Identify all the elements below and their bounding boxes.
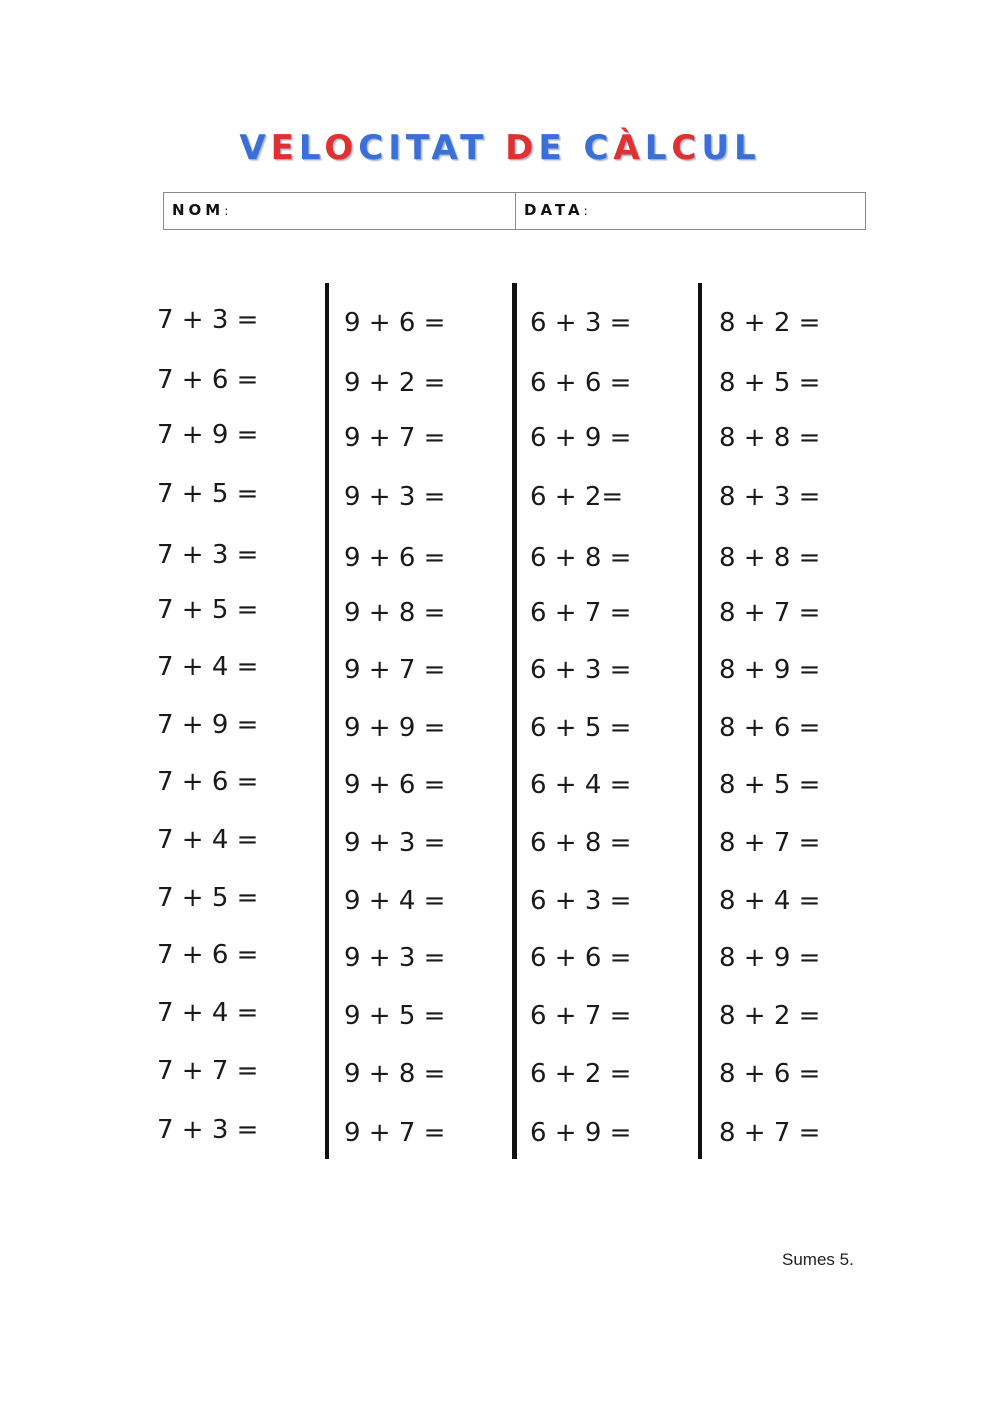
exercise-item: 7 + 9 = bbox=[157, 420, 259, 450]
exercise-item: 8 + 6 = bbox=[719, 1059, 821, 1089]
exercise-item: 6 + 6 = bbox=[530, 943, 632, 973]
name-field[interactable] bbox=[164, 193, 516, 229]
exercise-item: 6 + 7 = bbox=[530, 598, 632, 628]
exercise-item: 8 + 6 = bbox=[719, 713, 821, 743]
exercise-item: 8 + 8 = bbox=[719, 423, 821, 453]
title-letter: L bbox=[733, 128, 761, 168]
exercise-item: 7 + 9 = bbox=[157, 710, 259, 740]
title-letter: D bbox=[505, 128, 539, 168]
exercise-item: 6 + 5 = bbox=[530, 713, 632, 743]
name-label: NOM bbox=[172, 201, 225, 219]
exercise-item: 7 + 7 = bbox=[157, 1056, 259, 1086]
exercise-item: 6 + 6 = bbox=[530, 368, 632, 398]
title-letter: T bbox=[405, 128, 432, 168]
exercise-item: 6 + 3 = bbox=[530, 886, 632, 916]
exercise-item: 8 + 7 = bbox=[719, 828, 821, 858]
exercise-item: 7 + 6 = bbox=[157, 365, 259, 395]
exercise-item: 9 + 3 = bbox=[344, 943, 446, 973]
exercise-item: 9 + 6 = bbox=[344, 308, 446, 338]
exercise-item: 7 + 3 = bbox=[157, 540, 259, 570]
exercise-item: 7 + 5 = bbox=[157, 479, 259, 509]
exercise-item: 6 + 4 = bbox=[530, 770, 632, 800]
title-letter: O bbox=[324, 128, 359, 168]
exercise-item: 6 + 2 = bbox=[530, 1059, 632, 1089]
exercise-item: 8 + 7 = bbox=[719, 598, 821, 628]
exercise-item: 9 + 8 = bbox=[344, 598, 446, 628]
exercise-item: 7 + 4 = bbox=[157, 825, 259, 855]
exercise-item: 9 + 7 = bbox=[344, 423, 446, 453]
exercise-item: 8 + 3 = bbox=[719, 482, 821, 512]
title-letter: L bbox=[298, 128, 325, 168]
title-letter bbox=[488, 128, 505, 168]
exercise-item: 9 + 4 = bbox=[344, 886, 446, 916]
title-letter bbox=[567, 128, 584, 168]
page-title bbox=[0, 128, 1000, 168]
exercise-item: 6 + 3 = bbox=[530, 655, 632, 685]
exercise-item: 8 + 5 = bbox=[719, 368, 821, 398]
title-letter: T bbox=[460, 128, 489, 168]
exercise-item: 6 + 9 = bbox=[530, 1118, 632, 1148]
exercise-item: 6 + 3 = bbox=[530, 308, 632, 338]
exercise-item: 8 + 7 = bbox=[719, 1118, 821, 1148]
name-colon: : bbox=[224, 204, 233, 218]
column-divider-3 bbox=[698, 283, 702, 1159]
exercise-item: 6 + 8 = bbox=[530, 828, 632, 858]
exercise-item: 8 + 8 = bbox=[719, 543, 821, 573]
date-label: DATA bbox=[524, 201, 584, 219]
exercise-item: 9 + 6 = bbox=[344, 543, 446, 573]
column-divider-2 bbox=[512, 283, 517, 1159]
exercise-item: 6 + 7 = bbox=[530, 1001, 632, 1031]
date-colon: : bbox=[583, 204, 592, 218]
name-date-box bbox=[163, 192, 866, 230]
title-letter: A bbox=[431, 128, 461, 168]
exercise-item: 9 + 7 = bbox=[344, 655, 446, 685]
exercise-item: 9 + 8 = bbox=[344, 1059, 446, 1089]
exercise-item: 9 + 7 = bbox=[344, 1118, 446, 1148]
exercise-item: 8 + 2 = bbox=[719, 1001, 821, 1031]
exercise-item: 9 + 5 = bbox=[344, 1001, 446, 1031]
date-field[interactable] bbox=[516, 193, 865, 229]
exercise-item: 9 + 2 = bbox=[344, 368, 446, 398]
exercise-item: 8 + 2 = bbox=[719, 308, 821, 338]
exercise-item: 8 + 4 = bbox=[719, 886, 821, 916]
exercise-item: 9 + 3 = bbox=[344, 828, 446, 858]
title-letter: C bbox=[671, 128, 702, 168]
title-letter: C bbox=[358, 128, 389, 168]
exercise-item: 8 + 9 = bbox=[719, 655, 821, 685]
exercise-item: 7 + 5 = bbox=[157, 883, 259, 913]
exercise-item: 7 + 3 = bbox=[157, 305, 259, 335]
exercise-item: 7 + 6 = bbox=[157, 940, 259, 970]
title-letter: U bbox=[701, 128, 734, 168]
title-letter: V bbox=[239, 128, 271, 168]
exercise-item: 9 + 3 = bbox=[344, 482, 446, 512]
title-letter: E bbox=[538, 128, 567, 168]
exercise-item: 7 + 3 = bbox=[157, 1115, 259, 1145]
exercise-item: 7 + 5 = bbox=[157, 595, 259, 625]
exercise-item: 6 + 8 = bbox=[530, 543, 632, 573]
footer-note: Sumes 5. bbox=[782, 1250, 854, 1269]
exercise-item: 8 + 5 = bbox=[719, 770, 821, 800]
exercise-item: 6 + 2= bbox=[530, 482, 624, 512]
exercise-item: 7 + 4 = bbox=[157, 652, 259, 682]
title-letter: À bbox=[613, 128, 645, 168]
exercise-item: 7 + 4 = bbox=[157, 998, 259, 1028]
exercise-item: 9 + 9 = bbox=[344, 713, 446, 743]
title-letter: E bbox=[270, 128, 299, 168]
title-letter: L bbox=[644, 128, 672, 168]
column-divider-1 bbox=[325, 283, 329, 1159]
exercise-item: 9 + 6 = bbox=[344, 770, 446, 800]
exercise-item: 7 + 6 = bbox=[157, 767, 259, 797]
exercise-item: 6 + 9 = bbox=[530, 423, 632, 453]
title-letter: C bbox=[583, 128, 614, 168]
exercise-item: 8 + 9 = bbox=[719, 943, 821, 973]
title-letter: I bbox=[388, 128, 406, 168]
